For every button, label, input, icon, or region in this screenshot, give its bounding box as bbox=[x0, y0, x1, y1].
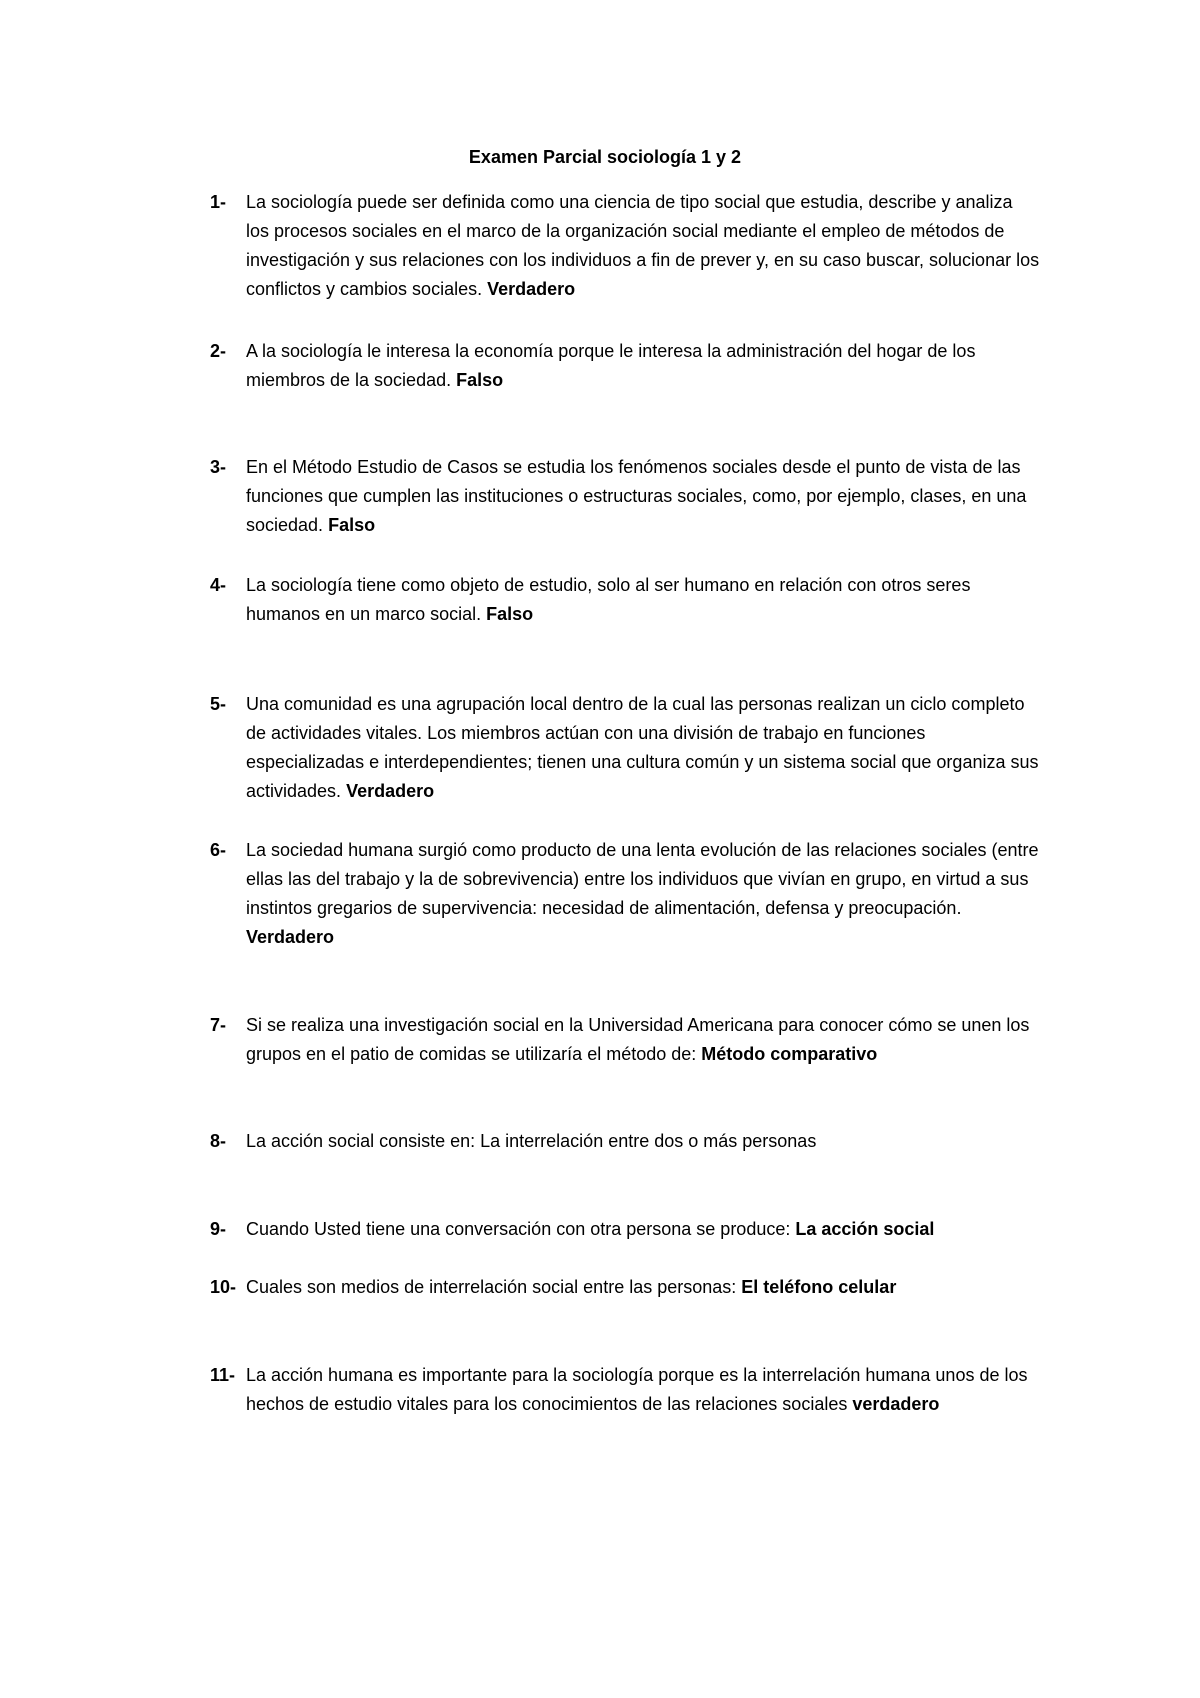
question-8 bbox=[210, 1127, 1040, 1156]
question-text: La sociedad humana surgió como producto de una lenta evolución de las relaciones sociales (entre ellas las del trabajo y la de sobrevivencia) entre los individuos que vivían en grupo, en virtud a sus instintos gregarios de supervivencia: necesidad de alimentación, defensa y preocupación. bbox=[246, 840, 1039, 918]
question-number: 8- bbox=[210, 1131, 227, 1151]
question-2 bbox=[210, 337, 1040, 395]
question-1 bbox=[210, 188, 1040, 304]
question-number: 6- bbox=[210, 840, 227, 860]
question-number: 9- bbox=[210, 1219, 227, 1239]
question-4 bbox=[210, 571, 1040, 629]
question-text: La acción humana es importante para la sociología porque es la interrelación humana unos de los hechos de estudio vitales para los conocimientos de las relaciones sociales bbox=[246, 1365, 1028, 1414]
question-answer: Verdadero bbox=[487, 279, 576, 299]
question-text: Cuales son medios de interrelación social entre las personas: bbox=[246, 1277, 737, 1297]
question-number: 3- bbox=[210, 457, 227, 477]
question-number: 4- bbox=[210, 575, 227, 595]
question-answer: Falso bbox=[456, 370, 504, 390]
question-answer: Verdadero bbox=[246, 927, 335, 947]
question-text: La sociología tiene como objeto de estudio, solo al ser humano en relación con otros seres humanos en un marco social. bbox=[246, 575, 971, 624]
question-5 bbox=[210, 690, 1040, 806]
question-answer: Método comparativo bbox=[701, 1044, 878, 1064]
question-6 bbox=[210, 836, 1040, 952]
question-text: Una comunidad es una agrupación local dentro de la cual las personas realizan un ciclo completo de actividades vitales. Los miembros actúan con una división de trabajo en funciones especializadas e interdependientes; tienen una cultura común y un sistema social que organiza sus actividades. bbox=[246, 694, 1039, 801]
question-9 bbox=[210, 1215, 1040, 1244]
question-number: 10- bbox=[210, 1277, 237, 1297]
question-7 bbox=[210, 1011, 1040, 1069]
question-text: A la sociología le interesa la economía porque le interesa la administración del hogar de los miembros de la sociedad. bbox=[246, 341, 976, 390]
question-number: 2- bbox=[210, 341, 227, 361]
question-text: Cuando Usted tiene una conversación con otra persona se produce: bbox=[246, 1219, 791, 1239]
question-3 bbox=[210, 453, 1040, 540]
question-text: En el Método Estudio de Casos se estudia los fenómenos sociales desde el punto de vista de las funciones que cumplen las instituciones o estructuras sociales, como, por ejemplo, clases, en una sociedad. bbox=[246, 457, 1027, 535]
document-title: Examen Parcial sociología 1 y 2 bbox=[468, 147, 742, 167]
question-answer: El teléfono celular bbox=[741, 1277, 897, 1297]
question-answer: Falso bbox=[486, 604, 534, 624]
question-text: Si se realiza una investigación social en la Universidad Americana para conocer cómo se unen los grupos en el patio de comidas se utilizaría el método de: bbox=[246, 1015, 1030, 1064]
question-number: 7- bbox=[210, 1015, 227, 1035]
question-answer: La acción social bbox=[795, 1219, 935, 1239]
question-answer: Verdadero bbox=[346, 781, 435, 801]
question-text: La acción social consiste en: La interrelación entre dos o más personas bbox=[246, 1131, 817, 1151]
question-number: 11- bbox=[210, 1365, 236, 1385]
question-10 bbox=[210, 1273, 1040, 1302]
question-text: La sociología puede ser definida como una ciencia de tipo social que estudia, describe y analiza los procesos sociales en el marco de la organización social mediante el empleo de métodos de investigación y sus relaciones con los individuos a fin de prever y, en su caso buscar, solucionar los conflictos y cambios sociales. bbox=[246, 192, 1040, 299]
question-11 bbox=[210, 1361, 1040, 1419]
question-number: 5- bbox=[210, 694, 227, 714]
question-number: 1- bbox=[210, 192, 227, 212]
question-answer: verdadero bbox=[852, 1394, 940, 1414]
question-answer: Falso bbox=[328, 515, 376, 535]
